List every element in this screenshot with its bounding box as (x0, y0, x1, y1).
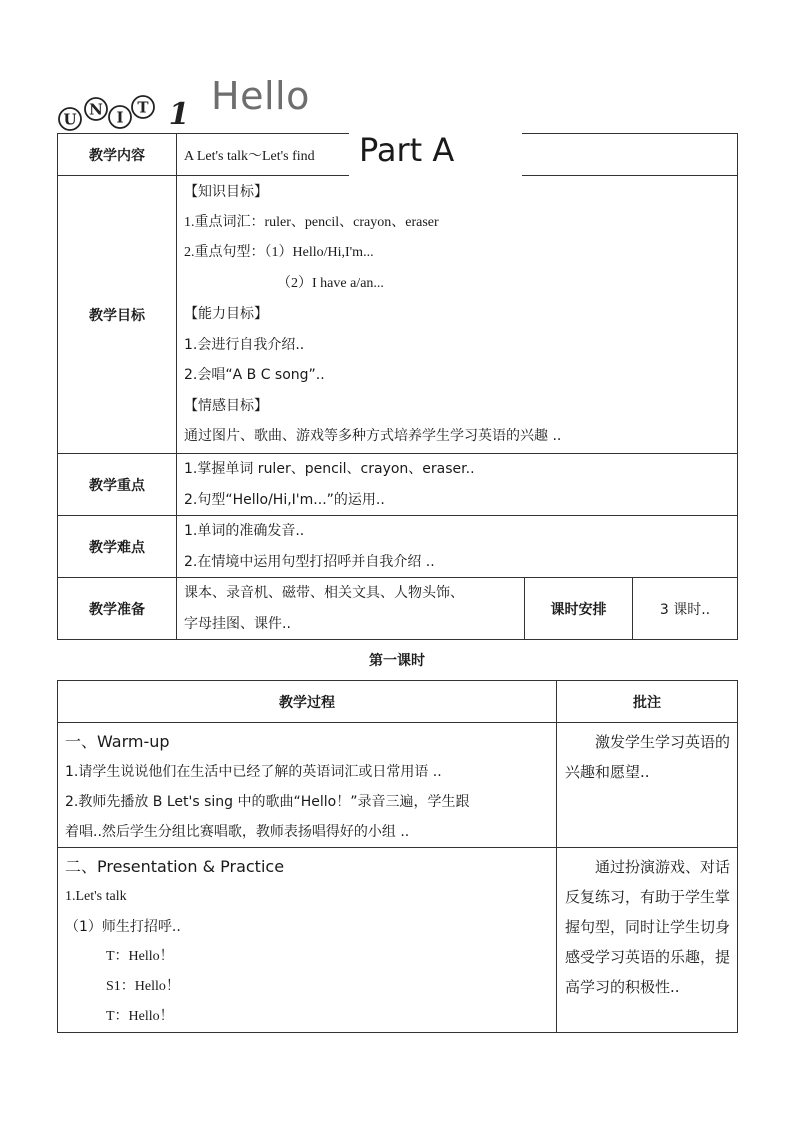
unit-letter-t: T (137, 98, 149, 117)
presentation-cell (58, 848, 557, 1033)
unit-letter-n: N (89, 100, 103, 119)
goals-label: 教学目标 (58, 176, 177, 454)
knowledge-heading: 【知识目标】 (184, 184, 268, 201)
presentation-line-1: 1.Let's talk (65, 889, 127, 904)
presentation-heading: 二、Presentation & Practice (65, 857, 285, 876)
dialog-line-2: S1：Hello！ (106, 979, 180, 994)
warmup-heading: 一、Warm-up (65, 732, 170, 751)
presentation-note: 通过扮演游戏、对话反复练习，有助于学生掌握句型，同时让学生切身感受学习英语的乐趣，提高学习的积极性.. (565, 858, 731, 996)
unit-logo (56, 86, 196, 136)
key-point-1: 1.掌握单词 ruler、pencil、crayon、eraser.. (184, 461, 475, 477)
lesson-title: 第一课时 (369, 653, 425, 669)
key-points-label: 教学重点 (58, 454, 177, 516)
knowledge-sentence-1: 2.重点句型：（1）Hello/Hi,I'm... (184, 245, 374, 261)
emotion-heading: 【情感目标】 (184, 397, 268, 414)
dialog-line-3: T：Hello！ (106, 1009, 174, 1024)
lesson-info-table (57, 133, 738, 640)
difficulty-cell (177, 516, 738, 578)
key-point-2: 2.句型“Hello/Hi,I'm...”的运用.. (184, 491, 385, 508)
schedule-label: 课时安排 (525, 578, 633, 640)
key-points-cell (177, 454, 738, 516)
presentation-line-2: （1）师生打招呼.. (65, 919, 181, 935)
difficulty-label: 教学难点 (58, 516, 177, 578)
dialog-line-1: T：Hello！ (106, 949, 174, 964)
prep-label: 教学准备 (58, 578, 177, 640)
emotion-item-1: 通过图片、歌曲、游戏等多种方式培养学生学习英语的兴趣 .. (184, 428, 562, 445)
warmup-note-cell (557, 723, 738, 848)
ability-heading: 【能力目标】 (184, 306, 268, 323)
difficulty-1: 1.单词的准确发音.. (184, 523, 305, 539)
prep-line-2: 字母挂图、课件.. (184, 615, 291, 632)
note-header: 批注 (557, 681, 738, 723)
ability-item-2: 2.会唱“A B C song”.. (184, 367, 325, 384)
part-label: Part A (349, 128, 522, 176)
content-value: A Let's talk～Let's find (177, 134, 738, 176)
unit-letter-i: I (116, 108, 124, 127)
prep-cell (177, 578, 525, 640)
goals-cell (177, 176, 738, 454)
unit-number: 1 (168, 97, 190, 132)
content-label: 教学内容 (58, 134, 177, 176)
presentation-note-cell (557, 848, 738, 1033)
warmup-line-1: 1.请学生说说他们在生活中已经了解的英语词汇或日常用语 .. (65, 764, 442, 780)
schedule-value: 3 课时.. (633, 578, 738, 640)
difficulty-2: 2.在情境中运用句型打招呼并自我介绍 .. (184, 553, 435, 570)
unit-letter-u: U (63, 110, 77, 129)
process-header: 教学过程 (58, 681, 557, 723)
teaching-process-table (57, 680, 738, 1033)
knowledge-vocab: 1.重点词汇：ruler、pencil、crayon、eraser (184, 214, 439, 230)
warmup-cell (58, 723, 557, 848)
prep-line-1: 课本、录音机、磁带、相关文具、人物头饰、 (184, 585, 464, 601)
ability-item-1: 1.会进行自我介绍.. (184, 336, 305, 353)
warmup-line-3: 着唱..然后学生分组比赛唱歌，教师表扬唱得好的小组 .. (65, 824, 410, 840)
unit-title: Hello (211, 74, 310, 118)
knowledge-sentence-2: （2）I have a/an... (277, 275, 384, 291)
warmup-note: 激发学生学习英语的兴趣和愿望.. (565, 733, 731, 781)
warmup-line-2: 2.教师先播放 B Let's sing 中的歌曲“Hello！”录音三遍，学生跟 (65, 794, 470, 810)
